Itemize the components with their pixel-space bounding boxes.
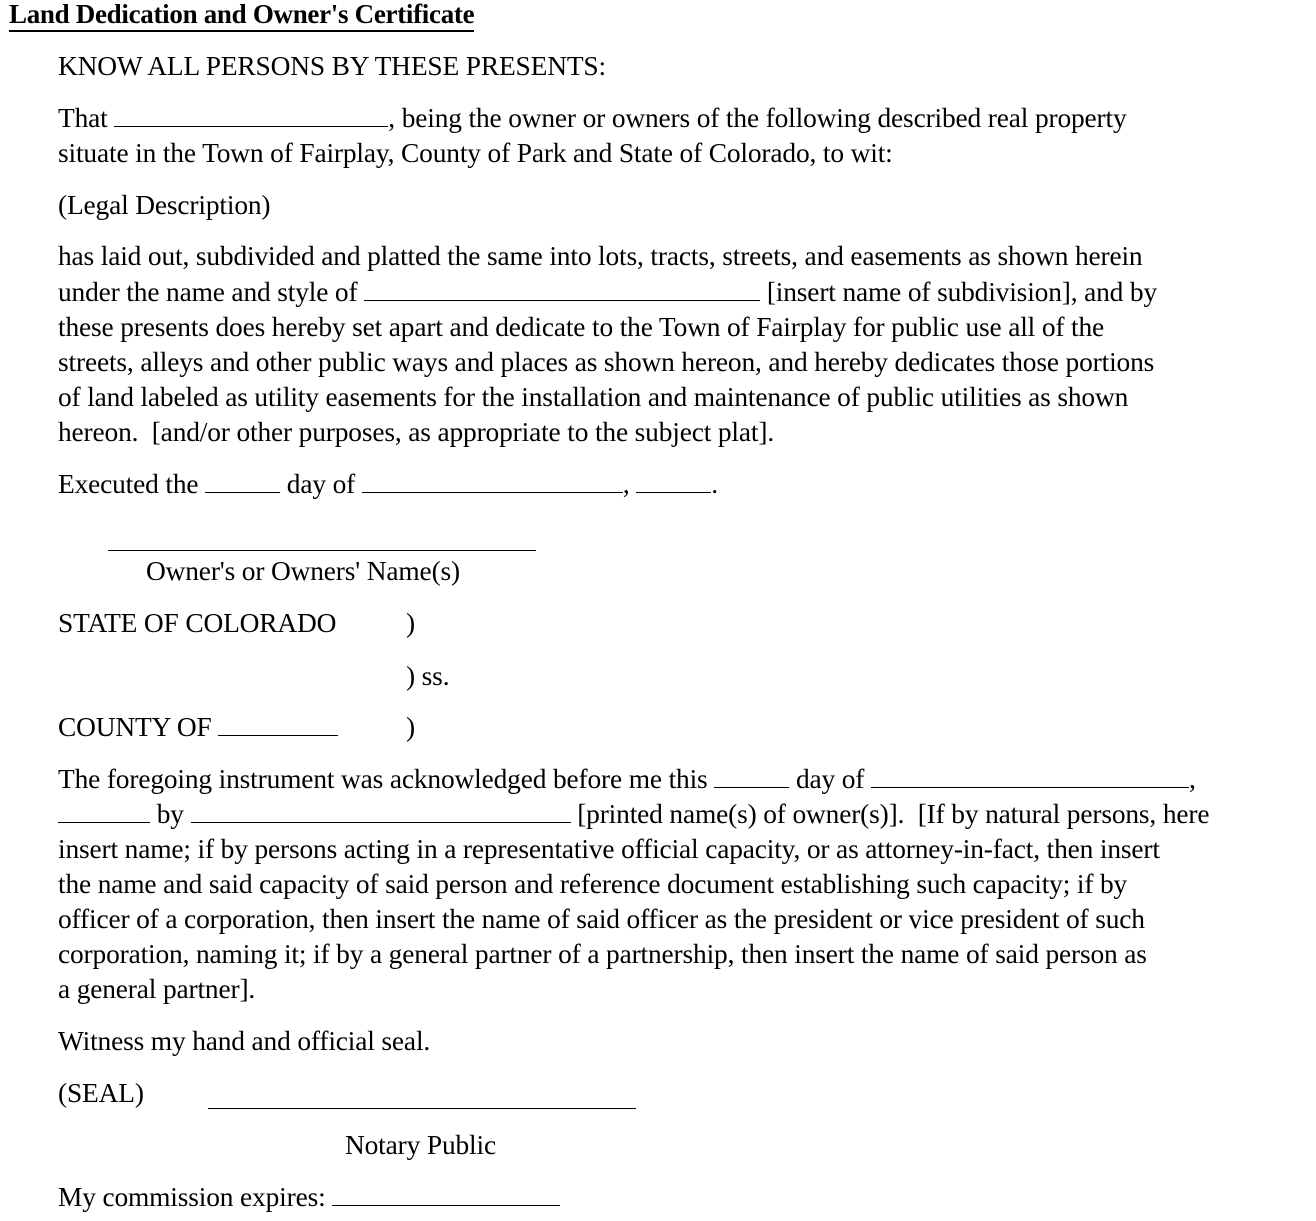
owner-signature-label: Owner's or Owners' Name(s) xyxy=(146,556,461,586)
seal-label: (SEAL) xyxy=(58,1078,144,1108)
witness-statement: Witness my hand and official seal. xyxy=(58,1026,431,1056)
notary-signature-line[interactable] xyxy=(208,1107,636,1109)
commission-date-blank[interactable] xyxy=(332,1183,560,1206)
executed-text: . xyxy=(711,469,718,499)
owner-signature-line[interactable] xyxy=(108,549,536,551)
owner-name-blank[interactable] xyxy=(114,104,388,127)
venue-paren: ) xyxy=(406,712,415,742)
acknowledgment-text: , xyxy=(1188,764,1196,794)
dedication-line-4: streets, alleys and other public ways and places as shown hereon, and hereby dedicates those portions xyxy=(58,347,1155,377)
dedication-line-3: these presents does hereby set apart and dedicate to the Town of Fairplay for public use all of the xyxy=(58,312,1105,342)
ack-month-blank[interactable] xyxy=(871,765,1189,788)
executed-month-blank[interactable] xyxy=(362,470,623,493)
dedication-text: under the name and style of xyxy=(58,277,365,307)
executed-text: , xyxy=(622,469,637,499)
owner-clause-line-1 xyxy=(58,102,1127,134)
executed-line xyxy=(58,468,718,500)
preamble: KNOW ALL PERSONS BY THESE PRESENTS: xyxy=(58,51,606,81)
commission-expires xyxy=(58,1181,560,1213)
owner-clause-text: That xyxy=(58,103,115,133)
venue-paren: ) xyxy=(406,608,415,638)
dedication-line-6: hereon. [and/or other purposes, as appropriate to the subject plat]. xyxy=(58,417,775,447)
acknowledgment-line-7: a general partner]. xyxy=(58,974,256,1004)
owner-clause-line-2: situate in the Town of Fairplay, County of Park and State of Colorado, to wit: xyxy=(58,138,893,168)
dedication-line-1: has laid out, subdivided and platted the same into lots, tracts, streets, and easements as shown herein xyxy=(58,241,1143,271)
executed-day-blank[interactable] xyxy=(205,470,280,493)
executed-text: day of xyxy=(280,469,362,499)
ack-day-blank[interactable] xyxy=(714,765,789,788)
dedication-line-5: of land labeled as utility easements for the installation and maintenance of public utilities as shown xyxy=(58,382,1129,412)
acknowledgment-text: [printed name(s) of owner(s)]. [If by natural persons, here xyxy=(570,799,1210,829)
acknowledgment-text: by xyxy=(150,799,191,829)
ack-owner-name-blank[interactable] xyxy=(191,800,571,823)
legal-description: (Legal Description) xyxy=(58,190,271,220)
commission-label: My commission expires: xyxy=(58,1182,333,1212)
document-title: Land Dedication and Owner's Certificate xyxy=(9,0,474,32)
acknowledgment-line-6: corporation, naming it; if by a general partner of a partnership, then insert the name of said person as xyxy=(58,939,1147,969)
acknowledgment-line-2 xyxy=(58,798,1209,830)
dedication-text: [insert name of subdivision], and by xyxy=(760,277,1157,307)
acknowledgment-line-4: the name and said capacity of said person and reference document establishing such capacity; if by xyxy=(58,869,1128,899)
executed-year-blank[interactable] xyxy=(636,470,711,493)
county-name-blank[interactable] xyxy=(218,713,338,736)
acknowledgment-line-3: insert name; if by persons acting in a representative official capacity, or as attorney-in-fact, then insert xyxy=(58,834,1160,864)
dedication-line-2 xyxy=(58,276,1157,308)
venue-state: STATE OF COLORADO xyxy=(58,608,337,638)
acknowledgment-text: The foregoing instrument was acknowledged before me this xyxy=(58,764,715,794)
subdivision-name-blank[interactable] xyxy=(364,278,760,301)
acknowledgment-line-5: officer of a corporation, then insert the name of said officer as the president or vice president of such xyxy=(58,904,1145,934)
notary-label: Notary Public xyxy=(345,1130,496,1160)
venue-county-label: COUNTY OF xyxy=(58,712,219,742)
ack-year-blank[interactable] xyxy=(58,800,150,823)
owner-clause-text: , being the owner or owners of the following described real property xyxy=(388,103,1127,133)
acknowledgment-text: day of xyxy=(789,764,871,794)
acknowledgment-line-1 xyxy=(58,763,1196,795)
venue-county xyxy=(58,711,338,743)
executed-text: Executed the xyxy=(58,469,206,499)
venue-ss: ) ss. xyxy=(406,661,450,691)
